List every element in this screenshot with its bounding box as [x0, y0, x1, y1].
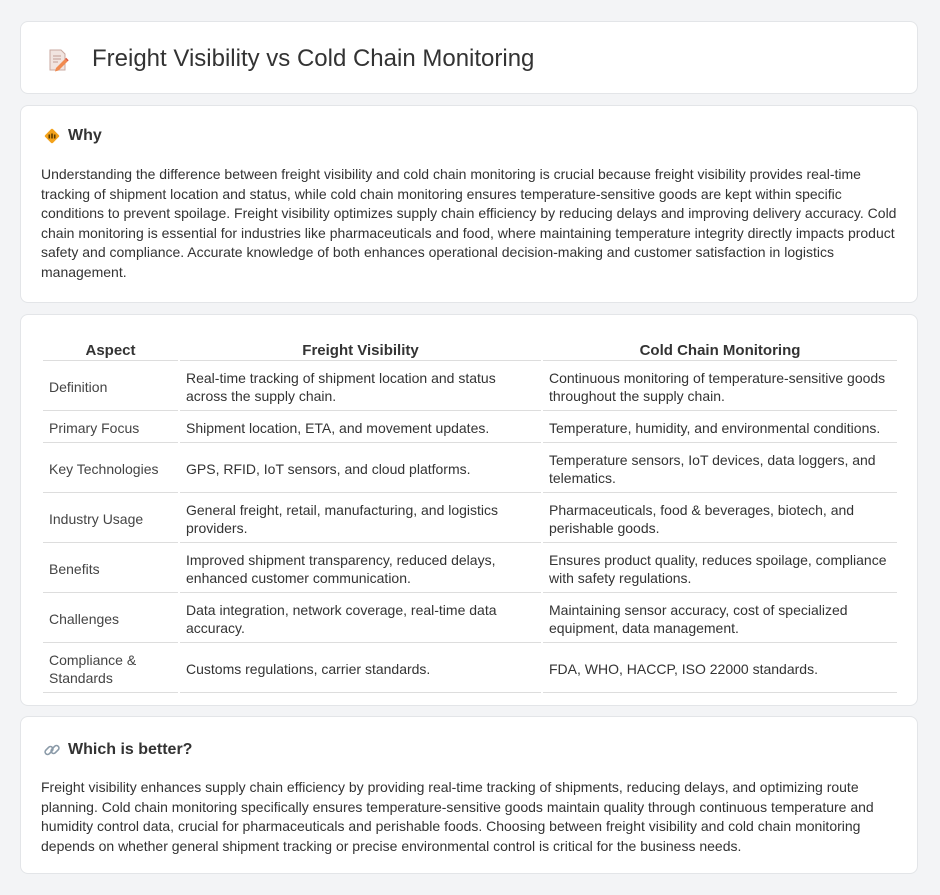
comparison-section — [20, 314, 918, 706]
header-freight-visibility: Freight Visibility — [180, 339, 541, 361]
which-is-better-section — [20, 716, 918, 874]
table-row — [43, 413, 897, 443]
better-heading-row — [43, 741, 192, 759]
row-freight: Shipment location, ETA, and movement updates. — [180, 413, 541, 443]
why-text: Understanding the difference between freight visibility and cold chain monitoring is crucial because freight visibility provides real-time tracking of shipment location and status, while cold chain monitoring ensures temperature-sensitive goods are kept within specific conditions to prevent spoilage. Freight visibility optimizes supply chain efficiency by reducing delays and improving delivery accuracy. Cold chain monitoring is essential for industries like pharmaceuticals and food, where maintaining temperature integrity directly impacts product safety and compliance. Accurate knowledge of both enhances operational decision-making and customer satisfaction in logistics management. — [41, 166, 897, 280]
title-card — [20, 21, 918, 94]
table-header-row — [43, 339, 897, 361]
link-icon — [43, 741, 61, 759]
table-row — [43, 363, 897, 411]
better-text: Freight visibility enhances supply chain efficiency by providing real-time tracking of shipments, reducing delays, and optimizing route planning. Cold chain monitoring specifically ensures temperature-sensitive goods maintain quality through continuous temperature and humidity control data, crucial for pharmaceuticals and perishable foods. Choosing between freight visibility and cold chain monitoring depends on whether general shipment tracking or precise environmental control is critical for the business needs. — [41, 779, 874, 854]
row-cold-chain: Ensures product quality, reduces spoilage, compliance with safety regulations. — [543, 545, 897, 593]
table-row — [43, 445, 897, 493]
row-aspect: Key Technologies — [43, 445, 178, 493]
row-cold-chain: FDA, WHO, HACCP, ISO 22000 standards. — [543, 645, 897, 693]
table-row — [43, 545, 897, 593]
document-edit-icon — [47, 48, 69, 72]
why-heading: Why — [68, 127, 102, 144]
why-section — [20, 105, 918, 303]
row-freight: Customs regulations, carrier standards. — [180, 645, 541, 693]
better-heading: Which is better? — [68, 741, 193, 758]
row-aspect: Primary Focus — [43, 413, 178, 443]
row-freight: Data integration, network coverage, real-time data accuracy. — [180, 595, 541, 643]
header-cold-chain-monitoring: Cold Chain Monitoring — [543, 339, 897, 361]
table-row — [43, 645, 897, 693]
row-freight: Improved shipment transparency, reduced delays, enhanced customer communication. — [180, 545, 541, 593]
table-row — [43, 595, 897, 643]
row-cold-chain: Temperature, humidity, and environmental conditions. — [543, 413, 897, 443]
row-freight: GPS, RFID, IoT sensors, and cloud platforms. — [180, 445, 541, 493]
row-freight: General freight, retail, manufacturing, and logistics providers. — [180, 495, 541, 543]
page-title: Freight Visibility vs Cold Chain Monitoring — [92, 45, 535, 72]
row-aspect: Challenges — [43, 595, 178, 643]
table-row — [43, 495, 897, 543]
row-cold-chain: Pharmaceuticals, food & beverages, biotech, and perishable goods. — [543, 495, 897, 543]
row-cold-chain: Temperature sensors, IoT devices, data loggers, and telematics. — [543, 445, 897, 493]
row-cold-chain: Continuous monitoring of temperature-sensitive goods throughout the supply chain. — [543, 363, 897, 411]
diamond-sign-icon — [43, 127, 61, 145]
row-aspect: Definition — [43, 363, 178, 411]
row-aspect: Industry Usage — [43, 495, 178, 543]
row-freight: Real-time tracking of shipment location and status across the supply chain. — [180, 363, 541, 411]
comparison-table — [41, 337, 899, 695]
row-cold-chain: Maintaining sensor accuracy, cost of specialized equipment, data management. — [543, 595, 897, 643]
why-heading-row — [43, 127, 102, 145]
row-aspect: Benefits — [43, 545, 178, 593]
header-aspect: Aspect — [43, 339, 178, 361]
row-aspect: Compliance & Standards — [43, 645, 178, 693]
